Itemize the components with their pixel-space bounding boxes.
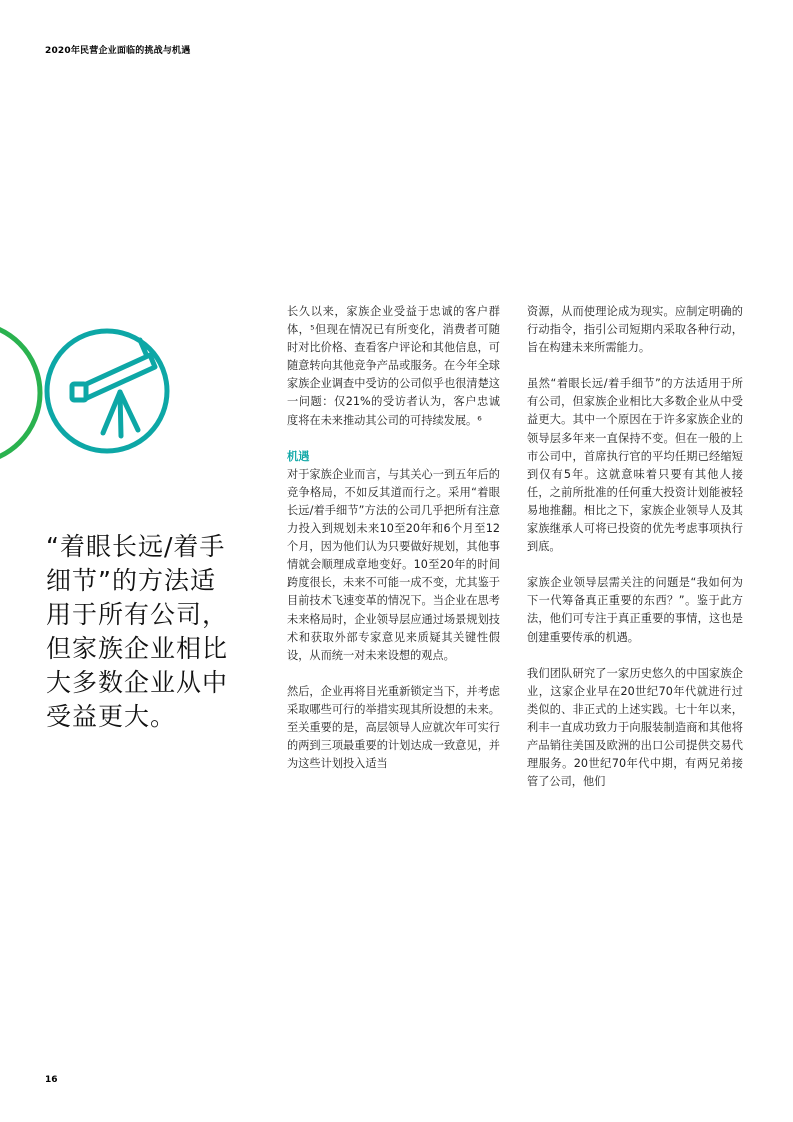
running-header: 2020年民营企业面临的挑战与机遇 — [45, 46, 191, 56]
section-heading: 机遇 — [287, 449, 310, 463]
page-number: 16 — [45, 1075, 58, 1085]
telescope-illustration — [0, 300, 200, 480]
telescope-icon — [72, 340, 155, 436]
body-column-2 — [527, 303, 743, 791]
paragraph: 长久以来，家族企业受益于忠诚的客户群体，⁵但现在情况已有所变化，消费者可随时对比价格、查看客户评论和其他信息，可随意转向其他竞争产品或服务。在今年全球家族企业调查中受访的公司似乎也很清楚这一问题：仅21%的受访者认为，客户忠诚度将在未来推动其公司的可持续发展。⁶ — [287, 305, 500, 427]
paragraph: 我们团队研究了一家历史悠久的中国家族企业，这家企业早在20世纪70年代就进行过类似的、非正式的上述实践。七十年以来，利丰一直成功致力于向服装制造商和其他将产品销往美国及欧洲的出口公司提供交易代理服务。20世纪70年代中期，有两兄弟接管了公司，他们 — [527, 666, 743, 789]
pull-quote-line: 用于所有公司， — [46, 600, 229, 629]
paragraph: 然后，企业再将目光重新锁定当下，并考虑采取哪些可行的举措实现其所设想的未来。至关重要的是，高层领导人应就次年可实行的两到三项最重要的计划达成一致意见，并为这些计划投入适当 — [287, 684, 500, 771]
body-column-1 — [287, 303, 500, 773]
pull-quote-line: 大多数企业从中 — [46, 668, 229, 697]
pull-quote-line: 但家族企业相比 — [46, 634, 229, 663]
pull-quote-line: “着眼长远/着手 — [46, 532, 226, 561]
paragraph: 对于家族企业而言，与其关心一到五年后的竞争格局，不如反其道而行之。采用“着眼长远/着手细节”方法的公司几乎把所有注意力投入到规划未来10至20年和6个月至12个月，因为他们认为只要做好规划，其他事情就会顺理成章地变好。10至20年的时间跨度很长，未来不可能一成不变，尤其鉴于目前技术飞速变革的情况下。当企业在思考未来格局时，企业领导层应通过场景规划技术和获取外部专家意见来质疑其关键性假设，从而统一对未来设想的观点。 — [287, 467, 500, 662]
pull-quote — [46, 530, 256, 734]
paragraph: 资源，从而使理论成为现实。应制定明确的行动指令，指引公司短期内采取各种行动，旨在构建未来所需能力。 — [527, 305, 743, 355]
pull-quote-line: 受益更大。 — [46, 702, 177, 731]
green-ring — [0, 323, 40, 463]
paragraph: 家族企业领导层需关注的问题是“我如何为下一代筹备真正重要的东西？”。鉴于此方法，他们可专注于真正重要的事情，这也是创建重要传承的机遇。 — [527, 576, 743, 644]
pull-quote-line: 细节”的方法适 — [46, 566, 216, 595]
paragraph: 虽然“着眼长远/着手细节”的方法适用于所有公司，但家族企业相比大多数企业从中受益更大。其中一个原因在于许多家族企业的领导层多年来一直保持不变。但在一般的上市公司中，首席执行官的平均任期已经缩短到仅有5年。这就意味着只要有其他人接任，之前所批准的任何重大投资计划能被轻易地推翻。相比之下，家族企业领导人及其家族继承人可将已投资的优先考虑事项执行到底。 — [527, 377, 743, 554]
